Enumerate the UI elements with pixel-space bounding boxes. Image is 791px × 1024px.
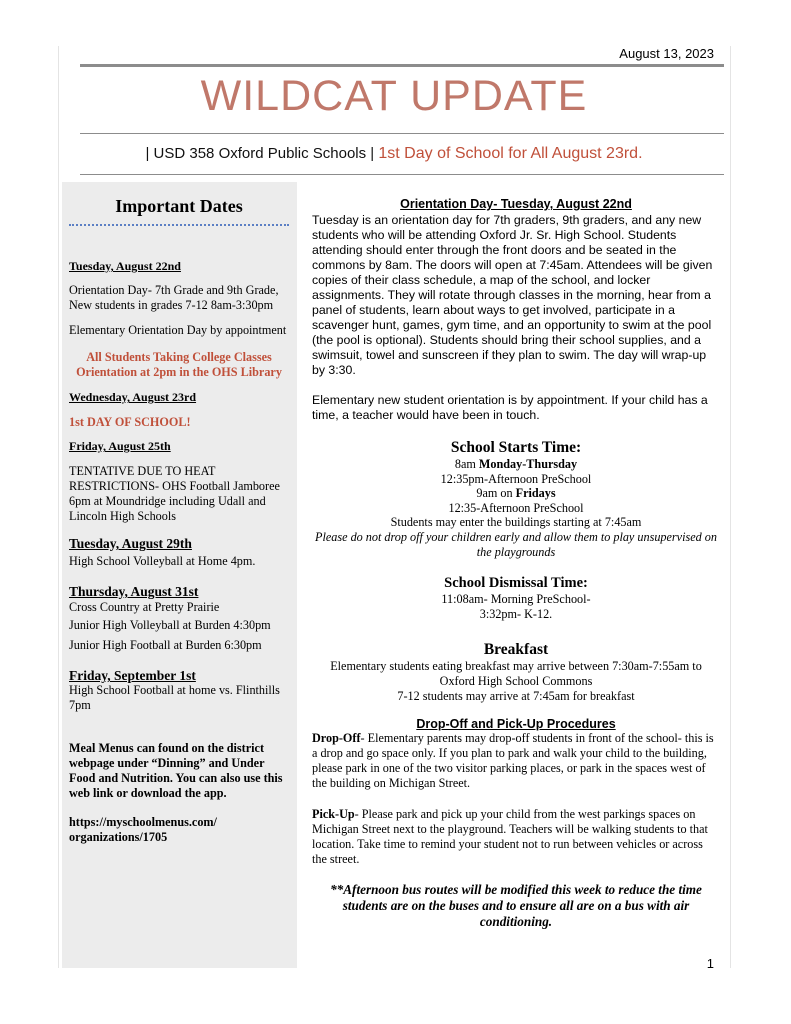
school-starts-heading: School Starts Time: [450, 439, 582, 456]
aug29-volleyball: High School Volleyball at Home 4pm. [69, 554, 256, 569]
subtitle-first-day: 1st Day of School for All August 23rd. [378, 145, 643, 162]
newsletter-title: WILDCAT UPDATE [200, 72, 588, 120]
dismissal-k12: 3:32pm- K-12. [479, 606, 553, 621]
starts-fri-preschool: 12:35-Afternoon PreSchool [448, 500, 584, 515]
bus-routes-note: **Afternoon bus routes will be modified this week to reduce the time students are on the buses and to ensure all are on a bus with air conditioning. [330, 882, 702, 930]
date-label-aug23: Wednesday, August 23rd [69, 390, 197, 405]
meal-menus-info: Meal Menus can found on the district webpage under “Dinning” and Under Food and Nutrition. You can also use this web link or download the app. [69, 741, 283, 801]
aug25-football: TENTATIVE DUE TO HEAT RESTRICTIONS- OHS Football Jamboree 6pm at Moundridge including Udall and Lincoln High Schools [69, 464, 280, 524]
orientation-heading: Orientation Day- Tuesday, August 22nd [400, 197, 632, 211]
date-label-aug31: Thursday, August 31st [69, 584, 199, 600]
subtitle-rule [80, 174, 724, 175]
starts-mon-thu-days: Monday-Thursday [478, 457, 578, 471]
aug22-orientation: Orientation Day- 7th Grade and 9th Grade, New students in grades 7-12 8am-3:30pm [69, 283, 279, 312]
dismissal-heading: School Dismissal Time: [444, 575, 588, 592]
breakfast-7-12: 7-12 students may arrive at 7:45am for breakfast [397, 688, 635, 703]
starts-mon-thu [312, 457, 720, 472]
orientation-text: Tuesday is an orientation day for 7th graders, 9th graders, and any new students who will be attending Oxford Jr. Sr. High School. Students attending should enter through the front doors and be seated in the commons by 8am. The doors will open at 7:45am. Attendees will be given copies of their class schedule, a map of the school, and locker assignments. They will rotate through classes in the morning, hear from a panel of students, learn about ways to get involved, participate in a scavenger hunt, games, gym time, and an opportunity to swim at the pool (the pool is optional). Students should bring their school supplies, and a swimsuit, towel and sunscreen if they plan to swim. The day will wrap-up by 3:30. [312, 213, 713, 377]
breakfast-elementary: Elementary students eating breakfast may arrive between 7:30am-7:55am to Oxford High School Commons [330, 659, 702, 688]
date-label-aug25: Friday, August 25th [69, 439, 171, 454]
top-rule [80, 64, 724, 67]
breakfast-heading: Breakfast [483, 641, 549, 659]
dropoff-pickup-heading: Drop-Off and Pick-Up Procedures [416, 717, 616, 732]
meal-menus-link[interactable]: https://myschoolmenus.com/ organizations/1705 [69, 815, 217, 845]
aug31-jh-volleyball: Junior High Volleyball at Burden 4:30pm [69, 618, 271, 633]
aug31-jh-football: Junior High Football at Burden 6:30pm [69, 638, 262, 653]
pickup-paragraph [312, 807, 720, 867]
aug22-college-classes: All Students Taking College Classes Orientation at 2pm in the OHS Library [76, 350, 282, 379]
title-rule [80, 133, 724, 134]
sep1-football: High School Football at home vs. Flinthills 7pm [69, 683, 280, 713]
starts-fri [312, 486, 720, 501]
date-label-aug22: Tuesday, August 22nd [69, 259, 181, 273]
aug22-elementary: Elementary Orientation Day by appointment [69, 323, 287, 337]
starts-afternoon-preschool: 12:35pm-Afternoon PreSchool [440, 471, 592, 486]
dropoff-label: Drop-Off [312, 731, 361, 746]
important-dates-sidebar [62, 182, 297, 968]
pickup-text: - Please park and pick up your child from the west parkings spaces on Michigan Street next to the playground. Teachers will be walking students to that location. Take time to remind your student not to run between vehicles or across the street. [312, 807, 708, 867]
aug31-cross-country: Cross Country at Pretty Prairie [69, 600, 220, 615]
newsletter-date: August 13, 2023 [619, 46, 714, 61]
dismissal-preschool: 11:08am- Morning PreSchool- [441, 592, 591, 607]
pickup-label: Pick-Up [312, 807, 355, 822]
starts-fri-day: Fridays [515, 486, 556, 501]
dropoff-paragraph [312, 731, 720, 791]
aug23-first-day: 1st DAY OF SCHOOL! [69, 415, 191, 430]
date-label-sep1: Friday, September 1st [69, 668, 196, 684]
elementary-orientation-text: Elementary new student orientation is by appointment. If your child has a time, a teacher would have been in touch. [312, 393, 708, 422]
starts-mon-thu-time: 8am [454, 457, 479, 471]
starts-fri-time: 9am on [476, 486, 516, 501]
sidebar-heading: Important Dates [69, 199, 289, 226]
subtitle [60, 145, 728, 163]
subtitle-org: | USD 358 Oxford Public Schools | [145, 145, 375, 162]
starts-dropoff-note: Please do not drop off your children early and allow them to play unsupervised on the playgrounds [315, 529, 717, 559]
main-column [312, 197, 720, 930]
starts-building-entry: Students may enter the buildings starting at 7:45am [390, 515, 642, 530]
date-label-aug29: Tuesday, August 29th [69, 536, 192, 552]
page-number: 1 [706, 956, 714, 971]
dropoff-text: - Elementary parents may drop-off students in front of the school- this is a drop and go space only. If you plan to park and walk your child to the building, please park in one of the two visitor parking places, or park in the spaces west of the building on Michigan Street. [312, 731, 714, 791]
